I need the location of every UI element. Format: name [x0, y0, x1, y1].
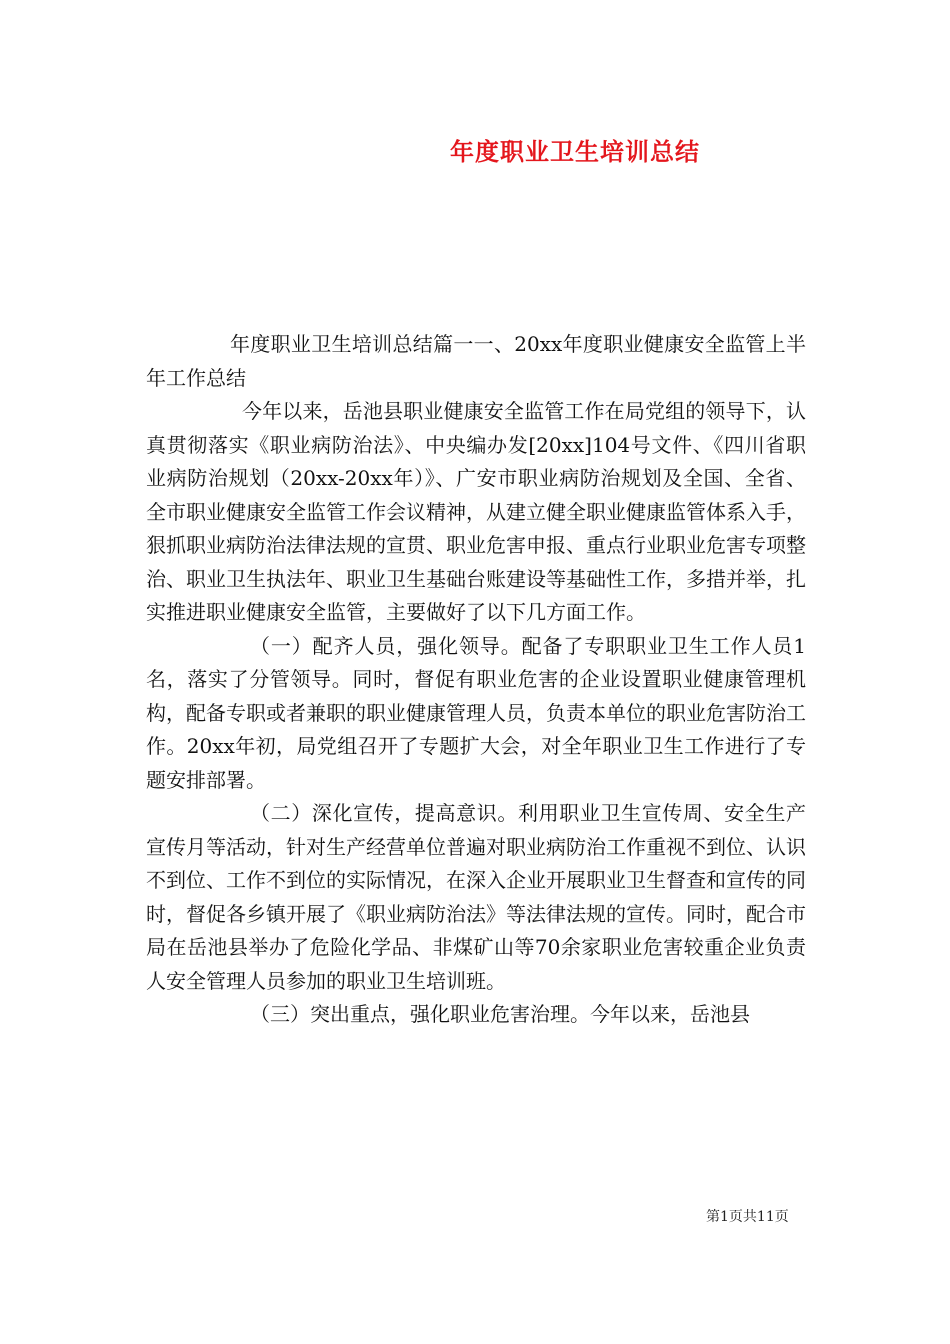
paragraph-section-2: （二）深化宣传，提高意识。利用职业卫生宣传周、安全生产宣传月等活动，针对生产经营单位普遍对职业病防治工作重视不到位、认识不到位、工作不到位的实际情况，在深入企业开展职业卫生督查和宣传的同时，督促各乡镇开展了《职业病防治法》等法律法规的宣传。同时，配合市局在岳池县举办了危险化学品、非煤矿山等70余家职业危害较重企业负责人安全管理人员参加的职业卫生培训班。	[146, 801, 806, 993]
paragraph-section-3: （三）突出重点，强化职业危害治理。今年以来，岳池县	[250, 1002, 750, 1026]
page-number-footer: 第1页共11页	[706, 1209, 789, 1225]
document-title: 年度职业卫生培训总结	[450, 137, 700, 166]
paragraph-intro: 今年以来，岳池县职业健康安全监管工作在局党组的领导下，认真贯彻落实《职业病防治法》、中央编办发[20xx]104号文件、《四川省职业病防治规划（20xx-20xx年）》、广安市职业病防治规划及全国、全省、全市职业健康安全监管工作会议精神，从建立健全职业健康监管体系入手，狠抓职业病防治法律法规的宣贯、职业危害申报、重点行业职业危害专项整治、职业卫生执法年、职业卫生基础台账建设等基础性工作，多措并举，扎实推进职业健康安全监管，主要做好了以下几方面工作。	[146, 399, 806, 624]
paragraph-section-1: （一）配齐人员，强化领导。配备了专职职业卫生工作人员1名，落实了分管领导。同时，督促有职业危害的企业设置职业健康管理机构，配备专职或者兼职的职业健康管理人员，负责本单位的职业危害防治工作。20xx年初，局党组召开了专题扩大会，对全年职业卫生工作进行了专题安排部署。	[146, 633, 806, 792]
paragraph-heading: 年度职业卫生培训总结篇一一、20xx年度职业健康安全监管上半年工作总结	[146, 332, 806, 390]
document-body	[146, 328, 806, 1032]
